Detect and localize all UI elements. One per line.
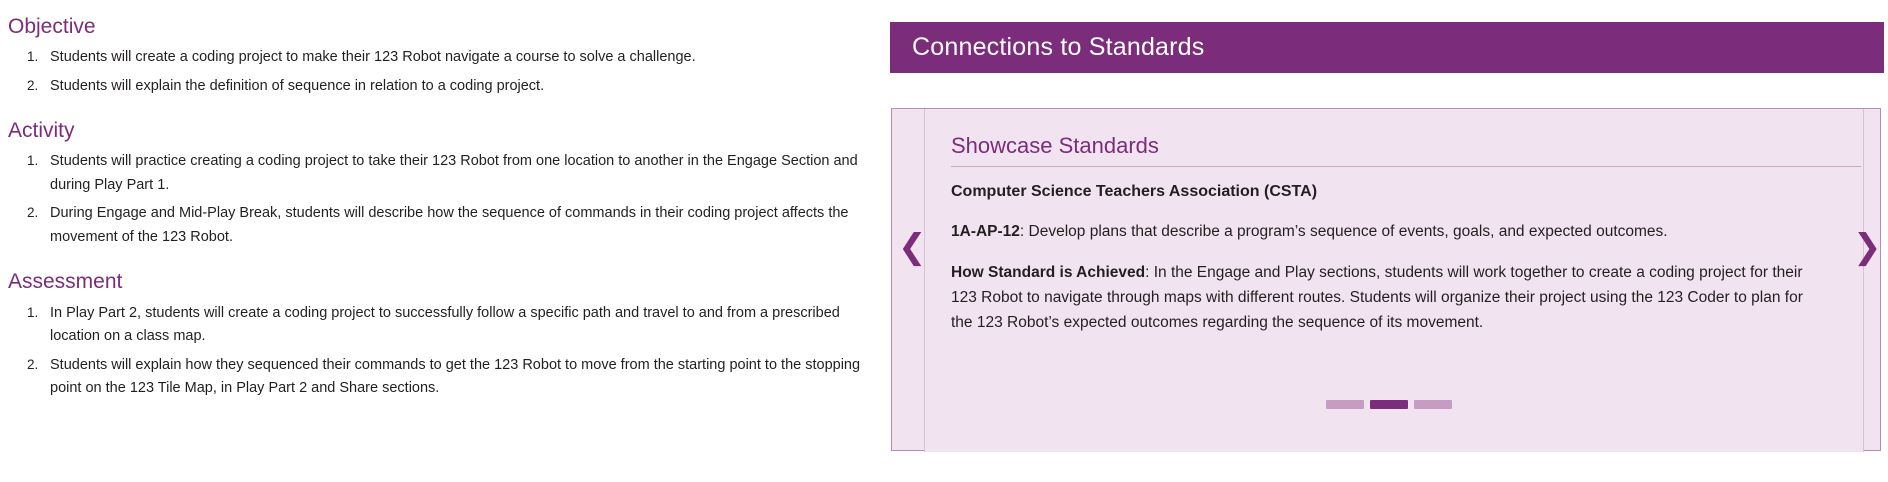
list-item: 1. Students will practice creating a coding project to take their 123 Robot from one location to another in the Engage Section and during Play Part 1. (42, 150, 880, 197)
title-divider (951, 166, 1861, 167)
list-item: 2. During Engage and Mid-Play Break, students will describe how the sequence of commands in their coding project affects the movement of the 123 Robot. (42, 202, 880, 249)
activity-list (8, 150, 880, 249)
objective-heading: Objective (8, 15, 96, 38)
assessment-list (8, 302, 880, 401)
standards-header-title: Connections to Standards (912, 33, 1205, 61)
panel-right-edge (1884, 0, 1888, 482)
standard-code-paragraph (951, 219, 1827, 244)
standards-organization: Computer Science Teachers Association (CSTA) (951, 183, 1318, 200)
carousel-dot-2[interactable] (1370, 400, 1408, 409)
list-item: 1. Students will create a coding project to make their 123 Robot navigate a course to solve a challenge. (42, 46, 880, 69)
list-item: 2. Students will explain the definition of sequence in relation to a coding project. (42, 75, 880, 98)
carousel-dot-1[interactable] (1326, 400, 1364, 409)
carousel-next-icon[interactable]: ❯ (1853, 227, 1882, 267)
standard-achieved-paragraph (951, 260, 1827, 335)
standard-achieved-label: How Standard is Achieved (951, 264, 1146, 282)
standard-achieved-description: : In the Engage and Play sections, students will work together to create a coding project for their 123 Robot to navigate through maps with different routes. Students will organize their project using the 123 Coder to plan for the 123 Robot’s expected outcomes regarding the sequence of its movement. (951, 264, 1803, 332)
standard-code: 1A-AP-12 (951, 223, 1020, 240)
list-item: 2. Students will explain how they sequenced their commands to get the 123 Robot to move from the starting point to the stopping point on the 123 Tile Map, in Play Part 2 and Share sections. (42, 354, 880, 401)
standards-panel (890, 0, 1888, 482)
lesson-details-column (0, 0, 890, 482)
standards-header (890, 22, 1888, 73)
assessment-heading: Assessment (8, 270, 123, 294)
carousel-dot-3[interactable] (1414, 400, 1452, 409)
standards-carousel (890, 108, 1888, 451)
list-item: 1. In Play Part 2, students will create a coding project to successfully follow a specific path and travel to and from a prescribed location on a class map. (42, 302, 880, 349)
carousel-prev-icon[interactable]: ❮ (898, 227, 927, 267)
standard-code-description: : Develop plans that describe a program’s sequence of events, goals, and expected outcomes. (1019, 223, 1668, 240)
objective-list (8, 46, 880, 98)
showcase-standards-title: Showcase Standards (951, 133, 1159, 158)
carousel-dots (890, 400, 1888, 409)
activity-heading: Activity (8, 119, 75, 143)
